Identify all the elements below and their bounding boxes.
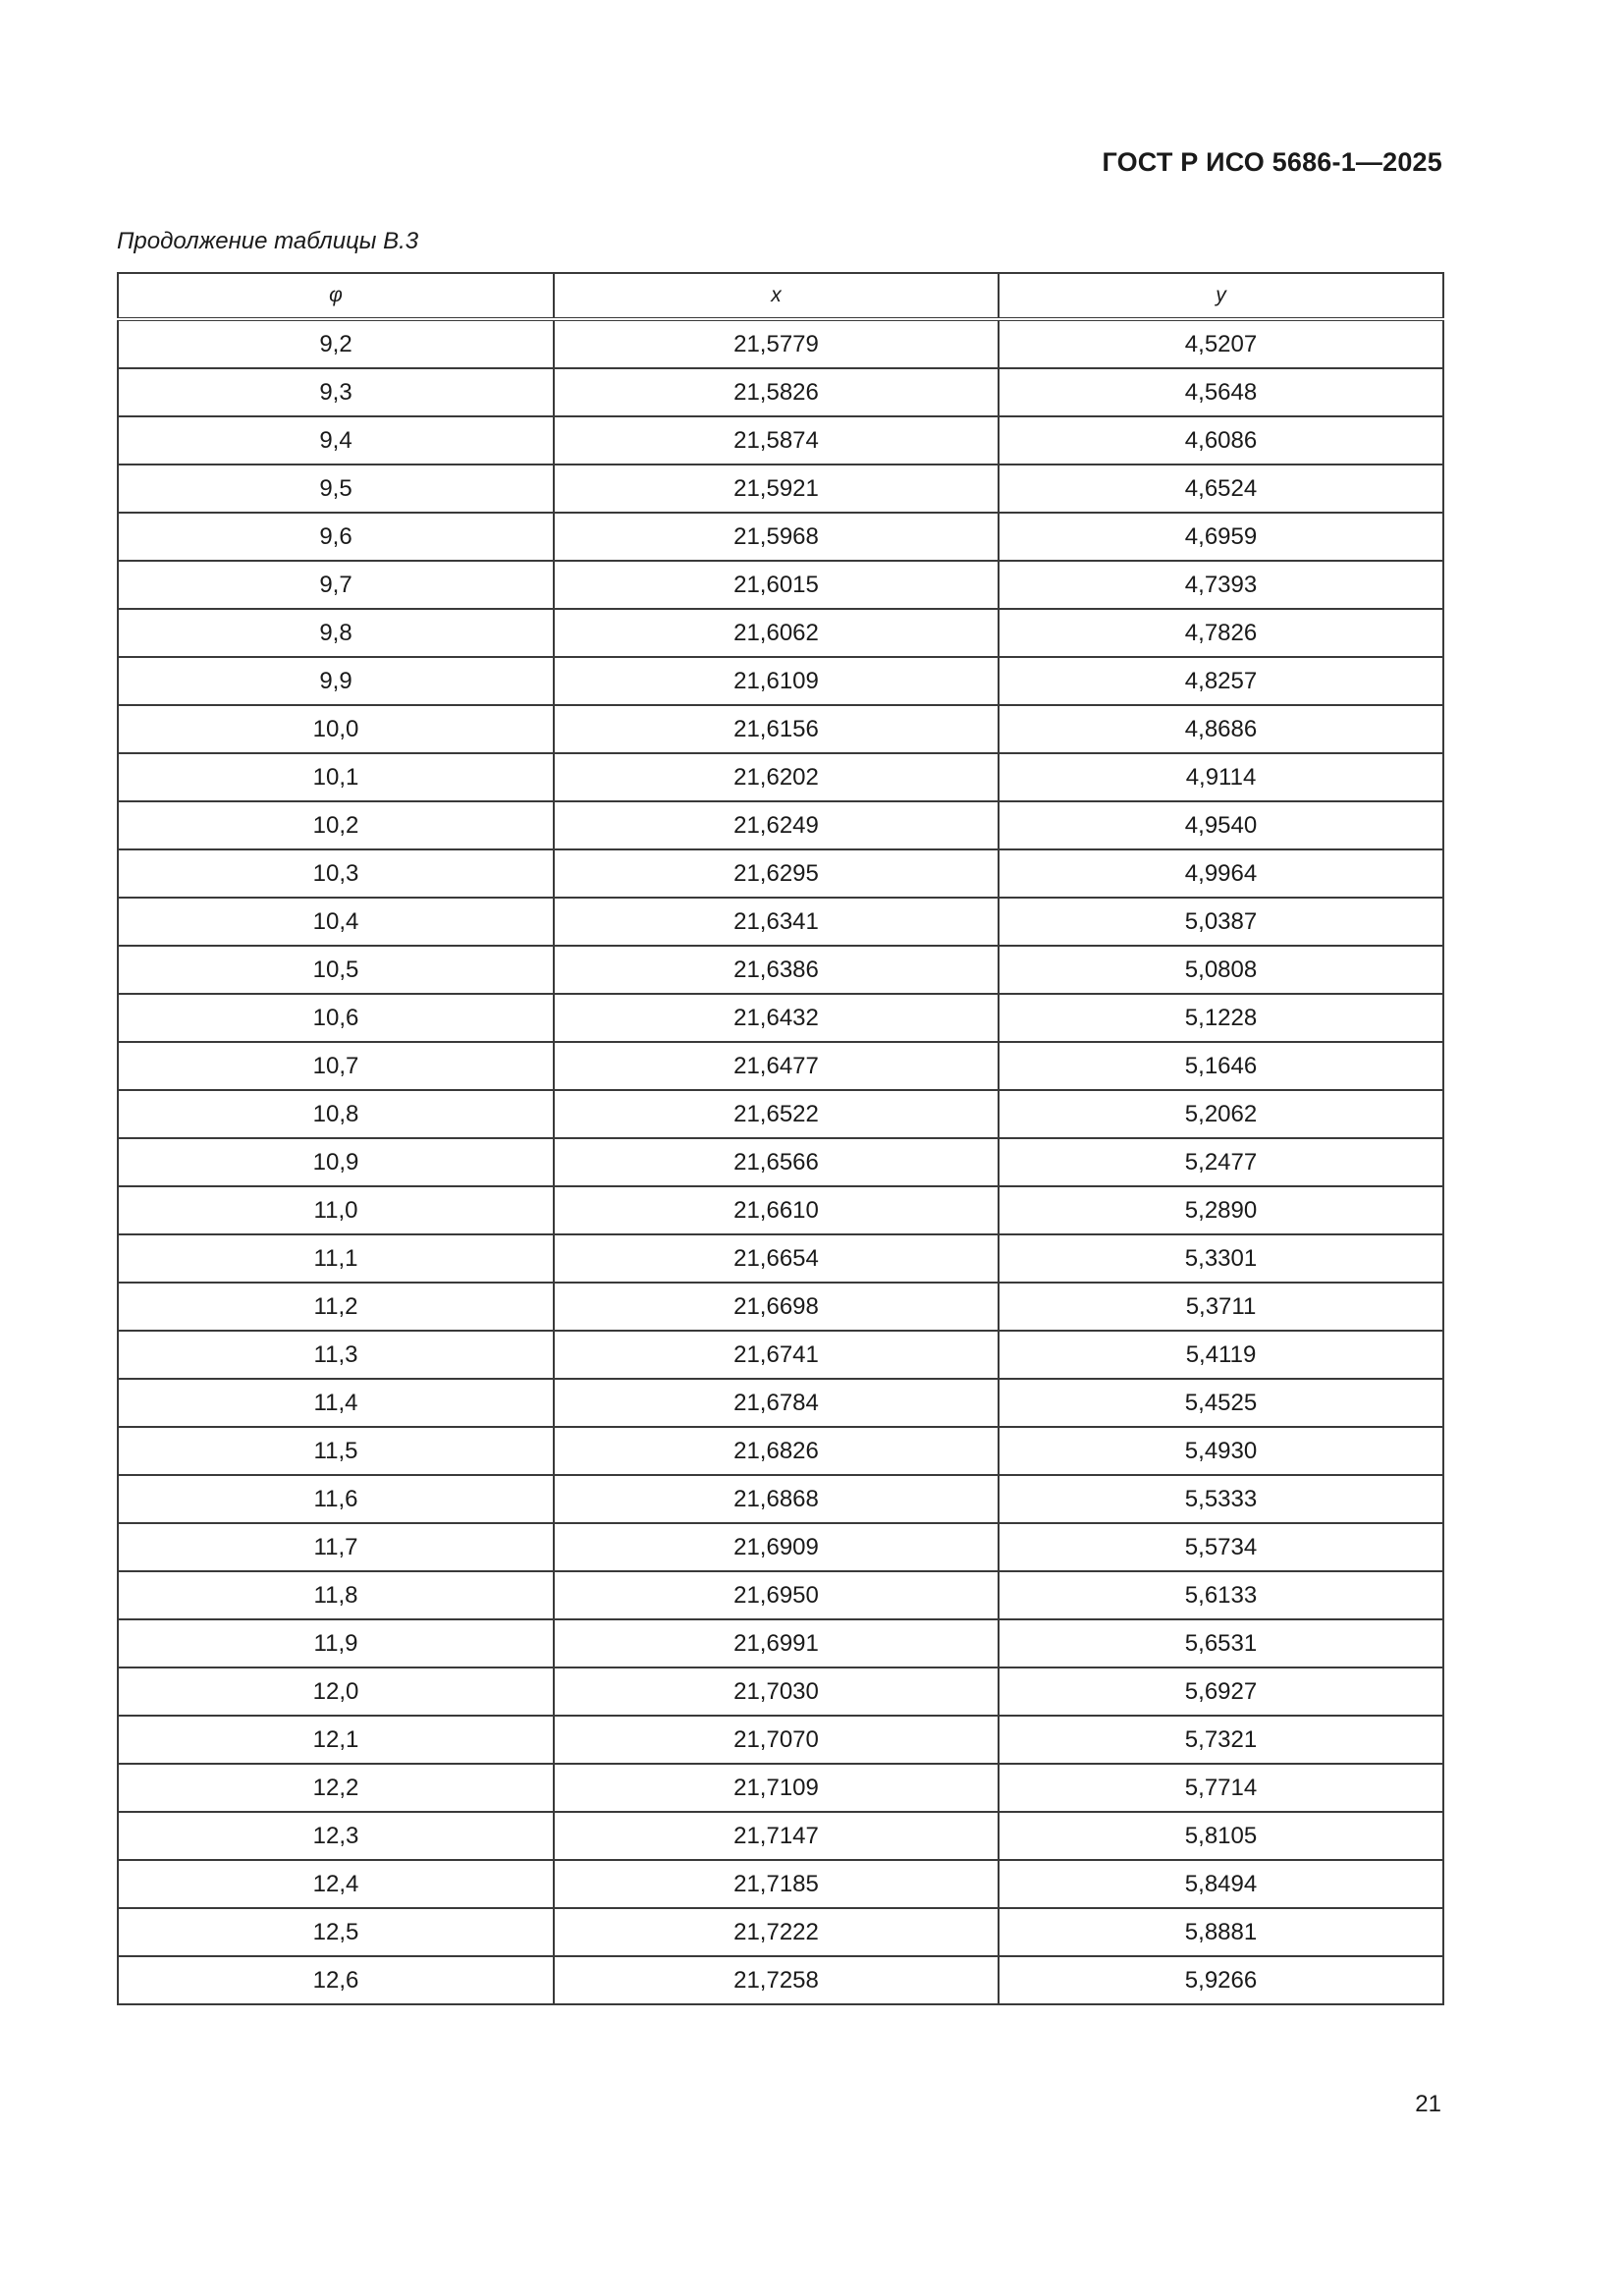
table-row <box>118 1860 1443 1908</box>
cell-x: 21,6784 <box>554 1379 999 1427</box>
table-header-row <box>118 273 1443 319</box>
table-row <box>118 609 1443 657</box>
cell-y: 5,6531 <box>999 1619 1443 1667</box>
table-row <box>118 1379 1443 1427</box>
cell-x: 21,5921 <box>554 465 999 513</box>
cell-x: 21,6826 <box>554 1427 999 1475</box>
page-number: 21 <box>1415 2091 1441 2117</box>
cell-phi: 9,8 <box>118 609 554 657</box>
cell-x: 21,5826 <box>554 368 999 416</box>
cell-y: 5,8494 <box>999 1860 1443 1908</box>
cell-phi: 11,1 <box>118 1234 554 1283</box>
table-row <box>118 319 1443 368</box>
table-row <box>118 1956 1443 2004</box>
table-row <box>118 1283 1443 1331</box>
cell-phi: 12,6 <box>118 1956 554 2004</box>
cell-y: 5,5734 <box>999 1523 1443 1571</box>
table-row <box>118 705 1443 753</box>
cell-y: 5,6133 <box>999 1571 1443 1619</box>
cell-y: 5,7321 <box>999 1716 1443 1764</box>
cell-x: 21,5779 <box>554 319 999 368</box>
cell-x: 21,6202 <box>554 753 999 801</box>
cell-y: 4,9540 <box>999 801 1443 849</box>
cell-phi: 12,3 <box>118 1812 554 1860</box>
cell-y: 4,9114 <box>999 753 1443 801</box>
cell-x: 21,6062 <box>554 609 999 657</box>
cell-y: 4,6524 <box>999 465 1443 513</box>
cell-x: 21,7109 <box>554 1764 999 1812</box>
table-row <box>118 1042 1443 1090</box>
cell-y: 5,0387 <box>999 898 1443 946</box>
cell-x: 21,6654 <box>554 1234 999 1283</box>
table-row <box>118 994 1443 1042</box>
cell-y: 5,0808 <box>999 946 1443 994</box>
cell-y: 4,6086 <box>999 416 1443 465</box>
cell-phi: 9,6 <box>118 513 554 561</box>
table-row <box>118 753 1443 801</box>
table-row <box>118 1908 1443 1956</box>
cell-x: 21,7258 <box>554 1956 999 2004</box>
cell-y: 5,2890 <box>999 1186 1443 1234</box>
cell-x: 21,6386 <box>554 946 999 994</box>
cell-phi: 11,5 <box>118 1427 554 1475</box>
table-row <box>118 849 1443 898</box>
cell-x: 21,6868 <box>554 1475 999 1523</box>
table-row <box>118 946 1443 994</box>
cell-x: 21,7030 <box>554 1667 999 1716</box>
table-caption: Продолжение таблицы В.3 <box>117 228 419 254</box>
cell-y: 4,6959 <box>999 513 1443 561</box>
table-row <box>118 513 1443 561</box>
table-row <box>118 1667 1443 1716</box>
cell-y: 5,8881 <box>999 1908 1443 1956</box>
table-row <box>118 416 1443 465</box>
cell-phi: 12,1 <box>118 1716 554 1764</box>
column-header-phi: φ <box>118 273 554 319</box>
cell-y: 5,2477 <box>999 1138 1443 1186</box>
cell-phi: 10,9 <box>118 1138 554 1186</box>
table-row <box>118 1716 1443 1764</box>
cell-phi: 10,6 <box>118 994 554 1042</box>
cell-x: 21,5968 <box>554 513 999 561</box>
cell-x: 21,6950 <box>554 1571 999 1619</box>
table-row <box>118 1475 1443 1523</box>
cell-x: 21,6156 <box>554 705 999 753</box>
cell-phi: 12,2 <box>118 1764 554 1812</box>
cell-x: 21,6432 <box>554 994 999 1042</box>
cell-x: 21,6566 <box>554 1138 999 1186</box>
cell-x: 21,6249 <box>554 801 999 849</box>
cell-x: 21,6522 <box>554 1090 999 1138</box>
cell-y: 4,5207 <box>999 319 1443 368</box>
cell-phi: 10,8 <box>118 1090 554 1138</box>
cell-y: 4,8257 <box>999 657 1443 705</box>
cell-y: 4,7826 <box>999 609 1443 657</box>
cell-y: 5,3711 <box>999 1283 1443 1331</box>
cell-x: 21,6341 <box>554 898 999 946</box>
table-row <box>118 801 1443 849</box>
cell-phi: 10,5 <box>118 946 554 994</box>
cell-phi: 12,4 <box>118 1860 554 1908</box>
cell-x: 21,7185 <box>554 1860 999 1908</box>
cell-phi: 9,3 <box>118 368 554 416</box>
cell-phi: 10,7 <box>118 1042 554 1090</box>
cell-x: 21,7147 <box>554 1812 999 1860</box>
cell-phi: 11,4 <box>118 1379 554 1427</box>
table-row <box>118 1138 1443 1186</box>
cell-phi: 10,3 <box>118 849 554 898</box>
table-row <box>118 1234 1443 1283</box>
cell-y: 5,1228 <box>999 994 1443 1042</box>
cell-x: 21,6991 <box>554 1619 999 1667</box>
table-row <box>118 368 1443 416</box>
column-header-y: y <box>999 273 1443 319</box>
table-row <box>118 1186 1443 1234</box>
cell-phi: 10,1 <box>118 753 554 801</box>
cell-phi: 9,5 <box>118 465 554 513</box>
column-header-x: x <box>554 273 999 319</box>
cell-phi: 12,5 <box>118 1908 554 1956</box>
cell-x: 21,6698 <box>554 1283 999 1331</box>
cell-y: 5,5333 <box>999 1475 1443 1523</box>
cell-y: 5,4525 <box>999 1379 1443 1427</box>
table-header <box>118 273 1443 319</box>
cell-x: 21,7070 <box>554 1716 999 1764</box>
table-row <box>118 1523 1443 1571</box>
cell-x: 21,6610 <box>554 1186 999 1234</box>
cell-phi: 9,4 <box>118 416 554 465</box>
table-row <box>118 1427 1443 1475</box>
cell-y: 5,8105 <box>999 1812 1443 1860</box>
cell-phi: 11,9 <box>118 1619 554 1667</box>
table-row <box>118 1090 1443 1138</box>
table-body <box>118 319 1443 2004</box>
cell-y: 5,4930 <box>999 1427 1443 1475</box>
cell-phi: 11,7 <box>118 1523 554 1571</box>
cell-y: 5,7714 <box>999 1764 1443 1812</box>
table-row <box>118 1619 1443 1667</box>
cell-y: 5,6927 <box>999 1667 1443 1716</box>
cell-phi: 9,9 <box>118 657 554 705</box>
table-row <box>118 898 1443 946</box>
cell-phi: 12,0 <box>118 1667 554 1716</box>
cell-y: 5,4119 <box>999 1331 1443 1379</box>
cell-phi: 10,4 <box>118 898 554 946</box>
cell-x: 21,6741 <box>554 1331 999 1379</box>
table-row <box>118 1812 1443 1860</box>
cell-y: 5,1646 <box>999 1042 1443 1090</box>
cell-y: 4,7393 <box>999 561 1443 609</box>
table-row <box>118 1764 1443 1812</box>
cell-y: 4,8686 <box>999 705 1443 753</box>
cell-y: 4,5648 <box>999 368 1443 416</box>
cell-y: 4,9964 <box>999 849 1443 898</box>
cell-x: 21,6295 <box>554 849 999 898</box>
cell-phi: 11,8 <box>118 1571 554 1619</box>
table-row <box>118 657 1443 705</box>
table-row <box>118 465 1443 513</box>
cell-y: 5,9266 <box>999 1956 1443 2004</box>
cell-phi: 9,7 <box>118 561 554 609</box>
cell-phi: 11,0 <box>118 1186 554 1234</box>
cell-phi: 10,2 <box>118 801 554 849</box>
cell-y: 5,3301 <box>999 1234 1443 1283</box>
cell-x: 21,6109 <box>554 657 999 705</box>
cell-x: 21,6015 <box>554 561 999 609</box>
cell-x: 21,6477 <box>554 1042 999 1090</box>
cell-x: 21,7222 <box>554 1908 999 1956</box>
table-row <box>118 1571 1443 1619</box>
cell-y: 5,2062 <box>999 1090 1443 1138</box>
cell-phi: 9,2 <box>118 319 554 368</box>
cell-phi: 11,2 <box>118 1283 554 1331</box>
cell-phi: 11,3 <box>118 1331 554 1379</box>
cell-phi: 10,0 <box>118 705 554 753</box>
cell-phi: 11,6 <box>118 1475 554 1523</box>
cell-x: 21,6909 <box>554 1523 999 1571</box>
table-row <box>118 561 1443 609</box>
document-header-code: ГОСТ Р ИСО 5686-1—2025 <box>1102 147 1442 177</box>
data-table <box>117 272 1444 2005</box>
cell-x: 21,5874 <box>554 416 999 465</box>
table-row <box>118 1331 1443 1379</box>
